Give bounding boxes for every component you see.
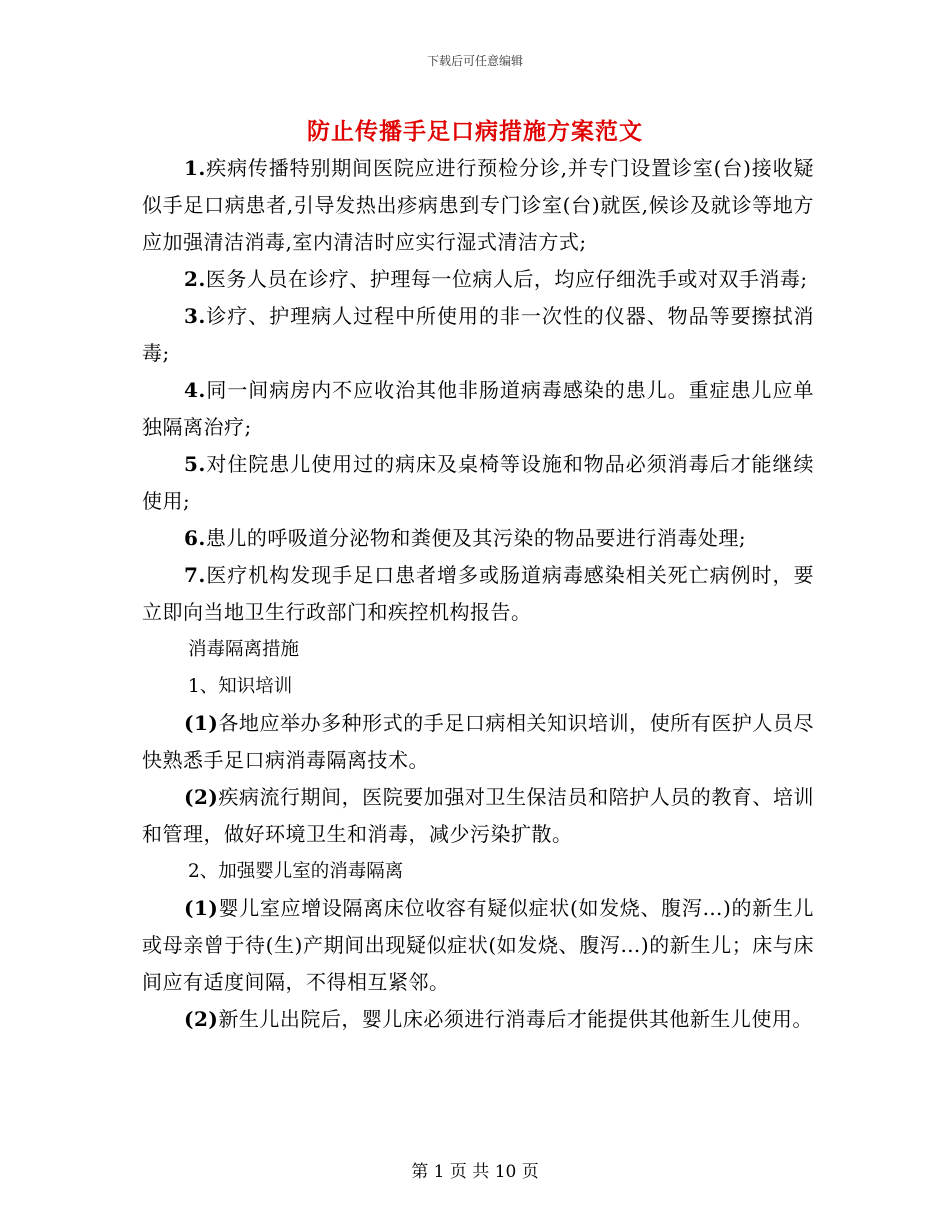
paragraph-5 bbox=[142, 446, 814, 520]
item-number: 1. bbox=[184, 156, 206, 180]
item-number: (1) bbox=[184, 896, 219, 920]
sub2-item-2 bbox=[142, 1001, 814, 1038]
paragraph-text: 医疗机构发现手足口患者增多或肠道病毒感染相关死亡病例时，要立即向当地卫生行政部门和疾控机构报告。 bbox=[142, 563, 814, 624]
header-note: 下载后可任意编辑 bbox=[426, 54, 523, 68]
paragraph-text: 同一间病房内不应收治其他非肠道病毒感染的患儿。重症患儿应单独隔离治疗; bbox=[142, 378, 814, 439]
item-number: (1) bbox=[184, 711, 219, 735]
item-number: 3. bbox=[184, 304, 206, 328]
paragraph-7 bbox=[142, 557, 814, 631]
item-number: 6. bbox=[184, 526, 206, 550]
paragraph-text: 各地应举办多种形式的手足口病相关知识培训，使所有医护人员尽快熟悉手足口病消毒隔离技术。 bbox=[142, 711, 814, 772]
paragraph-text: 诊疗、护理病人过程中所使用的非一次性的仪器、物品等要擦拭消毒; bbox=[142, 304, 814, 365]
document-body bbox=[142, 150, 814, 1038]
paragraph-text: 新生儿出院后，婴儿床必须进行消毒后才能提供其他新生儿使用。 bbox=[218, 1007, 813, 1031]
subsection-heading-2: 2、加强婴儿室的消毒隔离 bbox=[188, 861, 404, 882]
paragraph-1 bbox=[142, 150, 814, 261]
sub1-item-2 bbox=[142, 779, 814, 853]
paragraph-2 bbox=[142, 261, 814, 298]
page-footer: 第 1 页 共 10 页 bbox=[411, 1162, 539, 1182]
item-number: 2. bbox=[184, 267, 206, 291]
sub2-item-1 bbox=[142, 890, 814, 1001]
paragraph-6 bbox=[142, 520, 814, 557]
sub1-item-1 bbox=[142, 705, 814, 779]
item-number: 7. bbox=[184, 563, 206, 587]
subsection-heading-1: 1、知识培训 bbox=[188, 676, 293, 697]
paragraph-text: 疾病流行期间，医院要加强对卫生保洁员和陪护人员的教育、培训和管理，做好环境卫生和消毒，减少污染扩散。 bbox=[142, 785, 814, 846]
item-number: 4. bbox=[184, 378, 206, 402]
paragraph-4 bbox=[142, 372, 814, 446]
paragraph-text: 疾病传播特别期间医院应进行预检分诊,并专门设置诊室(台)接收疑似手足口病患者,引导发热出疹病患到专门诊室(台)就医,候诊及就诊等地方应加强清洁消毒,室内清洁时应实行湿式清洁方式; bbox=[142, 156, 814, 254]
paragraph-text: 医务人员在诊疗、护理每一位病人后，均应仔细洗手或对双手消毒; bbox=[205, 267, 808, 291]
paragraph-3 bbox=[142, 298, 814, 372]
document-title: 防止传播手足口病措施方案范文 bbox=[307, 118, 643, 145]
item-number: (2) bbox=[184, 1007, 219, 1031]
item-number: (2) bbox=[184, 785, 219, 809]
section-heading: 消毒隔离措施 bbox=[188, 639, 300, 660]
item-number: 5. bbox=[184, 452, 206, 476]
paragraph-text: 患儿的呼吸道分泌物和粪便及其污染的物品要进行消毒处理; bbox=[205, 526, 747, 550]
paragraph-text: 婴儿室应增设隔离床位收容有疑似症状(如发烧、腹泻…)的新生儿或母亲曾于待(生)产期间出现疑似症状(如发烧、腹泻…)的新生儿；床与床间应有适度间隔，不得相互紧邻。 bbox=[142, 896, 814, 994]
paragraph-text: 对住院患儿使用过的病床及桌椅等设施和物品必须消毒后才能继续使用; bbox=[142, 452, 814, 513]
